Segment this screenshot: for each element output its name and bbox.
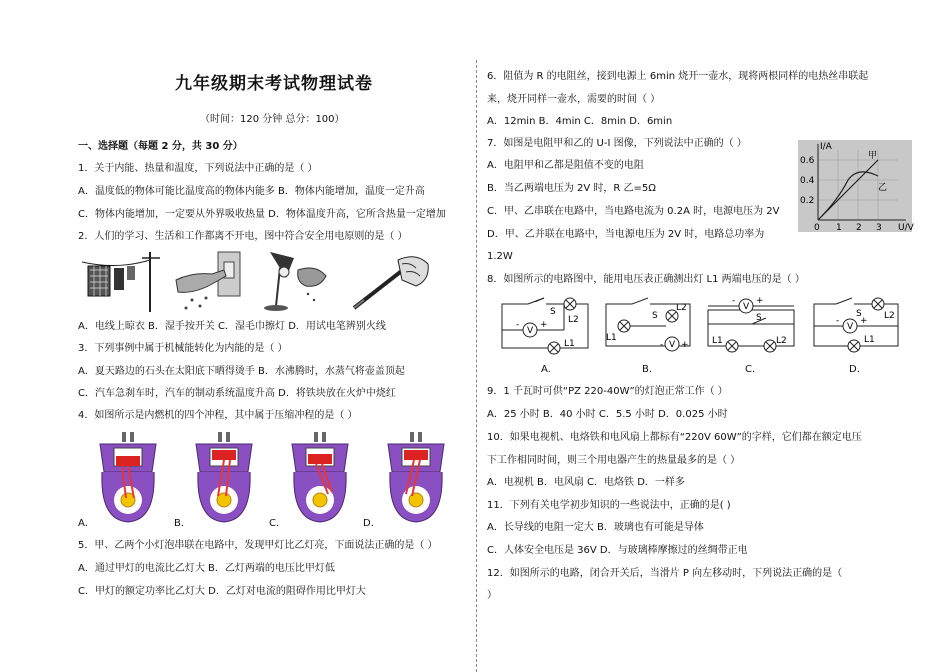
q1-options-ab: A．温度低的物体可能比温度高的物体内能多 B．物体内能增加，温度一定升高 bbox=[78, 186, 425, 197]
graph-ylabel: I/A bbox=[820, 142, 832, 152]
graph-xtick-1: 1 bbox=[836, 223, 842, 233]
q8-label-a: A. bbox=[541, 364, 551, 375]
q8c-l2: L2 bbox=[776, 336, 787, 346]
q7-option-a: A．电阻甲和乙都是阻值不变的电阻 bbox=[487, 160, 644, 171]
q8-label-b: B. bbox=[642, 364, 653, 375]
q4-engine-b bbox=[192, 432, 256, 524]
q3-stem: 3．下列事例中属于机械能转化为内能的是（ ） bbox=[78, 343, 288, 354]
q8d-l2: L2 bbox=[884, 311, 895, 321]
q8a-meter: V bbox=[527, 326, 534, 336]
column-divider bbox=[476, 60, 477, 672]
q8-circuit-d bbox=[810, 296, 906, 354]
q8a-switch: S bbox=[550, 307, 556, 317]
q9-options: A．25 小时 B．40 小时 C．5.5 小时 D．0.025 小时 bbox=[487, 409, 728, 420]
q8c-switch: S bbox=[756, 313, 762, 323]
q6-stem-line2: 来，烧开同样一壶水，需要的时间（ ） bbox=[487, 94, 661, 105]
q8-label-d: D. bbox=[849, 364, 860, 375]
q4-engine-c bbox=[288, 432, 352, 524]
q10-stem-line2: 下工作相同时间，则三个用电器产生的热量最多的是（ ） bbox=[487, 455, 741, 466]
q12-stem-line1: 12．如图所示的电路，闭合开关后，当滑片 P 向左移动时，下列说法正确的是（ bbox=[487, 568, 843, 579]
graph-ytick-04: 0.4 bbox=[800, 176, 815, 186]
q11-options-ab: A．长导线的电阻一定大 B．玻璃也有可能是导体 bbox=[487, 522, 704, 533]
graph-curve-label-yi: 乙 bbox=[878, 183, 888, 193]
q8d-minus: - bbox=[836, 316, 840, 326]
q1-stem: 1．关于内能、热量和温度，下列说法中正确的是（ ） bbox=[78, 163, 318, 174]
q5-stem: 5．甲、乙两个小灯泡串联在电路中，发现甲灯比乙灯亮，下面说法正确的是（ ） bbox=[78, 540, 438, 551]
q8-circuit-b bbox=[602, 296, 698, 354]
q3-options-ab: A．夏天路边的石头在太阳底下晒得烫手 B．水沸腾时，水蒸气将壶盖顶起 bbox=[78, 366, 405, 377]
q4-engine-a bbox=[96, 432, 160, 524]
exam-meta: （时间：120 分钟 总分：100） bbox=[200, 114, 345, 125]
q11-options-cd: C．人体安全电压是 36V D．与玻璃棒摩擦过的丝绸带正电 bbox=[487, 545, 748, 556]
graph-xlabel: U/V bbox=[898, 223, 914, 233]
q12-stem-line2: ） bbox=[487, 590, 497, 601]
q2-image-wet-hand-switch bbox=[172, 250, 244, 314]
q7-option-d-line1: D．甲、乙并联在电路中，当电源电压为 2V 时，电路总功率为 bbox=[487, 229, 765, 240]
q2-image-clothesline bbox=[82, 250, 166, 314]
q9-stem: 9．1 千瓦时可供“PZ 220-40W”的灯泡正常工作（ ） bbox=[487, 386, 728, 397]
q8-circuit-a bbox=[494, 296, 594, 354]
q8b-minus: - bbox=[660, 340, 664, 350]
q8b-meter: V bbox=[669, 340, 676, 350]
q4-label-d: D． bbox=[363, 518, 381, 529]
q8b-l2: L2 bbox=[676, 303, 687, 313]
q10-stem-line1: 10．如果电视机、电烙铁和电风扇上都标有“220V 60W”的字样，它们都在额定电压 bbox=[487, 432, 862, 443]
q11-stem: 11．下列有关电学初步知识的一些说法中，正确的是( ) bbox=[487, 500, 731, 511]
q8d-switch: S bbox=[856, 309, 862, 319]
q5-options-ab: A．通过甲灯的电流比乙灯大 B．乙灯两端的电压比甲灯低 bbox=[78, 563, 335, 574]
q8-stem: 8．如图所示的电路图中，能用电压表正确测出灯 L1 两端电压的是（ ） bbox=[487, 274, 805, 285]
graph-curve-label-jia: 甲 bbox=[868, 151, 878, 161]
graph-ytick-06: 0.6 bbox=[800, 156, 815, 166]
q2-options: A．电线上晾衣 B．湿手按开关 C．湿毛巾擦灯 D．用试电笔辨别火线 bbox=[78, 321, 386, 332]
q8c-plus: + bbox=[756, 296, 764, 306]
q1-options-cd: C．物体内能增加，一定要从外界吸收热量 D．物体温度升高，它所含热量一定增加 bbox=[78, 209, 446, 220]
q8c-l1: L1 bbox=[712, 336, 723, 346]
graph-xtick-3: 3 bbox=[876, 223, 882, 233]
q8d-meter: V bbox=[847, 322, 854, 332]
q4-label-a: A． bbox=[78, 518, 95, 529]
q6-options: A．12min B．4min C．8min D．6min bbox=[487, 116, 673, 127]
q8a-l2: L2 bbox=[568, 315, 579, 325]
q5-options-cd: C．甲灯的额定功率比乙灯大 D．乙灯对电流的阻碍作用比甲灯大 bbox=[78, 586, 366, 597]
q8-label-c: C. bbox=[745, 364, 756, 375]
q4-label-b: B． bbox=[174, 518, 191, 529]
q8d-l1: L1 bbox=[864, 335, 875, 345]
q10-options: A．电视机 B．电风扇 C．电烙铁 D．一样多 bbox=[487, 477, 685, 488]
q2-image-lamp-wipe bbox=[256, 248, 332, 314]
q4-engine-d bbox=[384, 432, 448, 524]
graph-xtick-2: 2 bbox=[856, 223, 862, 233]
q7-option-d-line2: 1.2W bbox=[487, 251, 513, 262]
section-heading: 一、选择题（每题 2 分，共 30 分） bbox=[78, 141, 243, 152]
q7-option-b: B．当乙两端电压为 2V 时，R 乙=5Ω bbox=[487, 183, 656, 194]
exam-title: 九年级期末考试物理试卷 bbox=[175, 74, 373, 94]
q8b-l1: L1 bbox=[606, 333, 617, 343]
q8c-meter: V bbox=[743, 302, 750, 312]
q8a-minus: - bbox=[516, 320, 520, 330]
q3-options-cd: C．汽车急刹车时，汽车的制动系统温度升高 D．将铁块放在火炉中烧红 bbox=[78, 388, 396, 399]
q8d-plus: + bbox=[860, 316, 868, 326]
q6-stem-line1: 6．阻值为 R 的电阻丝，接到电源上 6min 烧开一壶水，现将两根同样的电热丝串联起 bbox=[487, 71, 869, 82]
q7-ui-graph bbox=[798, 140, 912, 232]
q8c-minus: - bbox=[732, 296, 736, 306]
q4-stem: 4．如图所示是内燃机的四个冲程，其中属于压缩冲程的是（ ） bbox=[78, 410, 358, 421]
graph-ytick-02: 0.2 bbox=[800, 196, 815, 206]
q8b-switch: S bbox=[652, 311, 658, 321]
q8a-l1: L1 bbox=[564, 339, 575, 349]
q7-option-c: C．甲、乙串联在电路中，当电路电流为 0.2A 时，电源电压为 2V bbox=[487, 206, 780, 217]
q2-image-test-pen bbox=[350, 250, 434, 314]
q2-stem: 2．人们的学习、生活和工作都离不开电，图中符合安全用电原则的是（ ） bbox=[78, 231, 408, 242]
q8a-plus: + bbox=[540, 320, 548, 330]
q8b-plus: + bbox=[681, 340, 689, 350]
q7-stem: 7．如图是电阻甲和乙的 U-I 图像，下列说法中正确的（ ） bbox=[487, 138, 747, 149]
q8-circuit-c bbox=[704, 296, 800, 354]
q4-label-c: C． bbox=[269, 518, 286, 529]
graph-xtick-0: 0 bbox=[814, 223, 820, 233]
